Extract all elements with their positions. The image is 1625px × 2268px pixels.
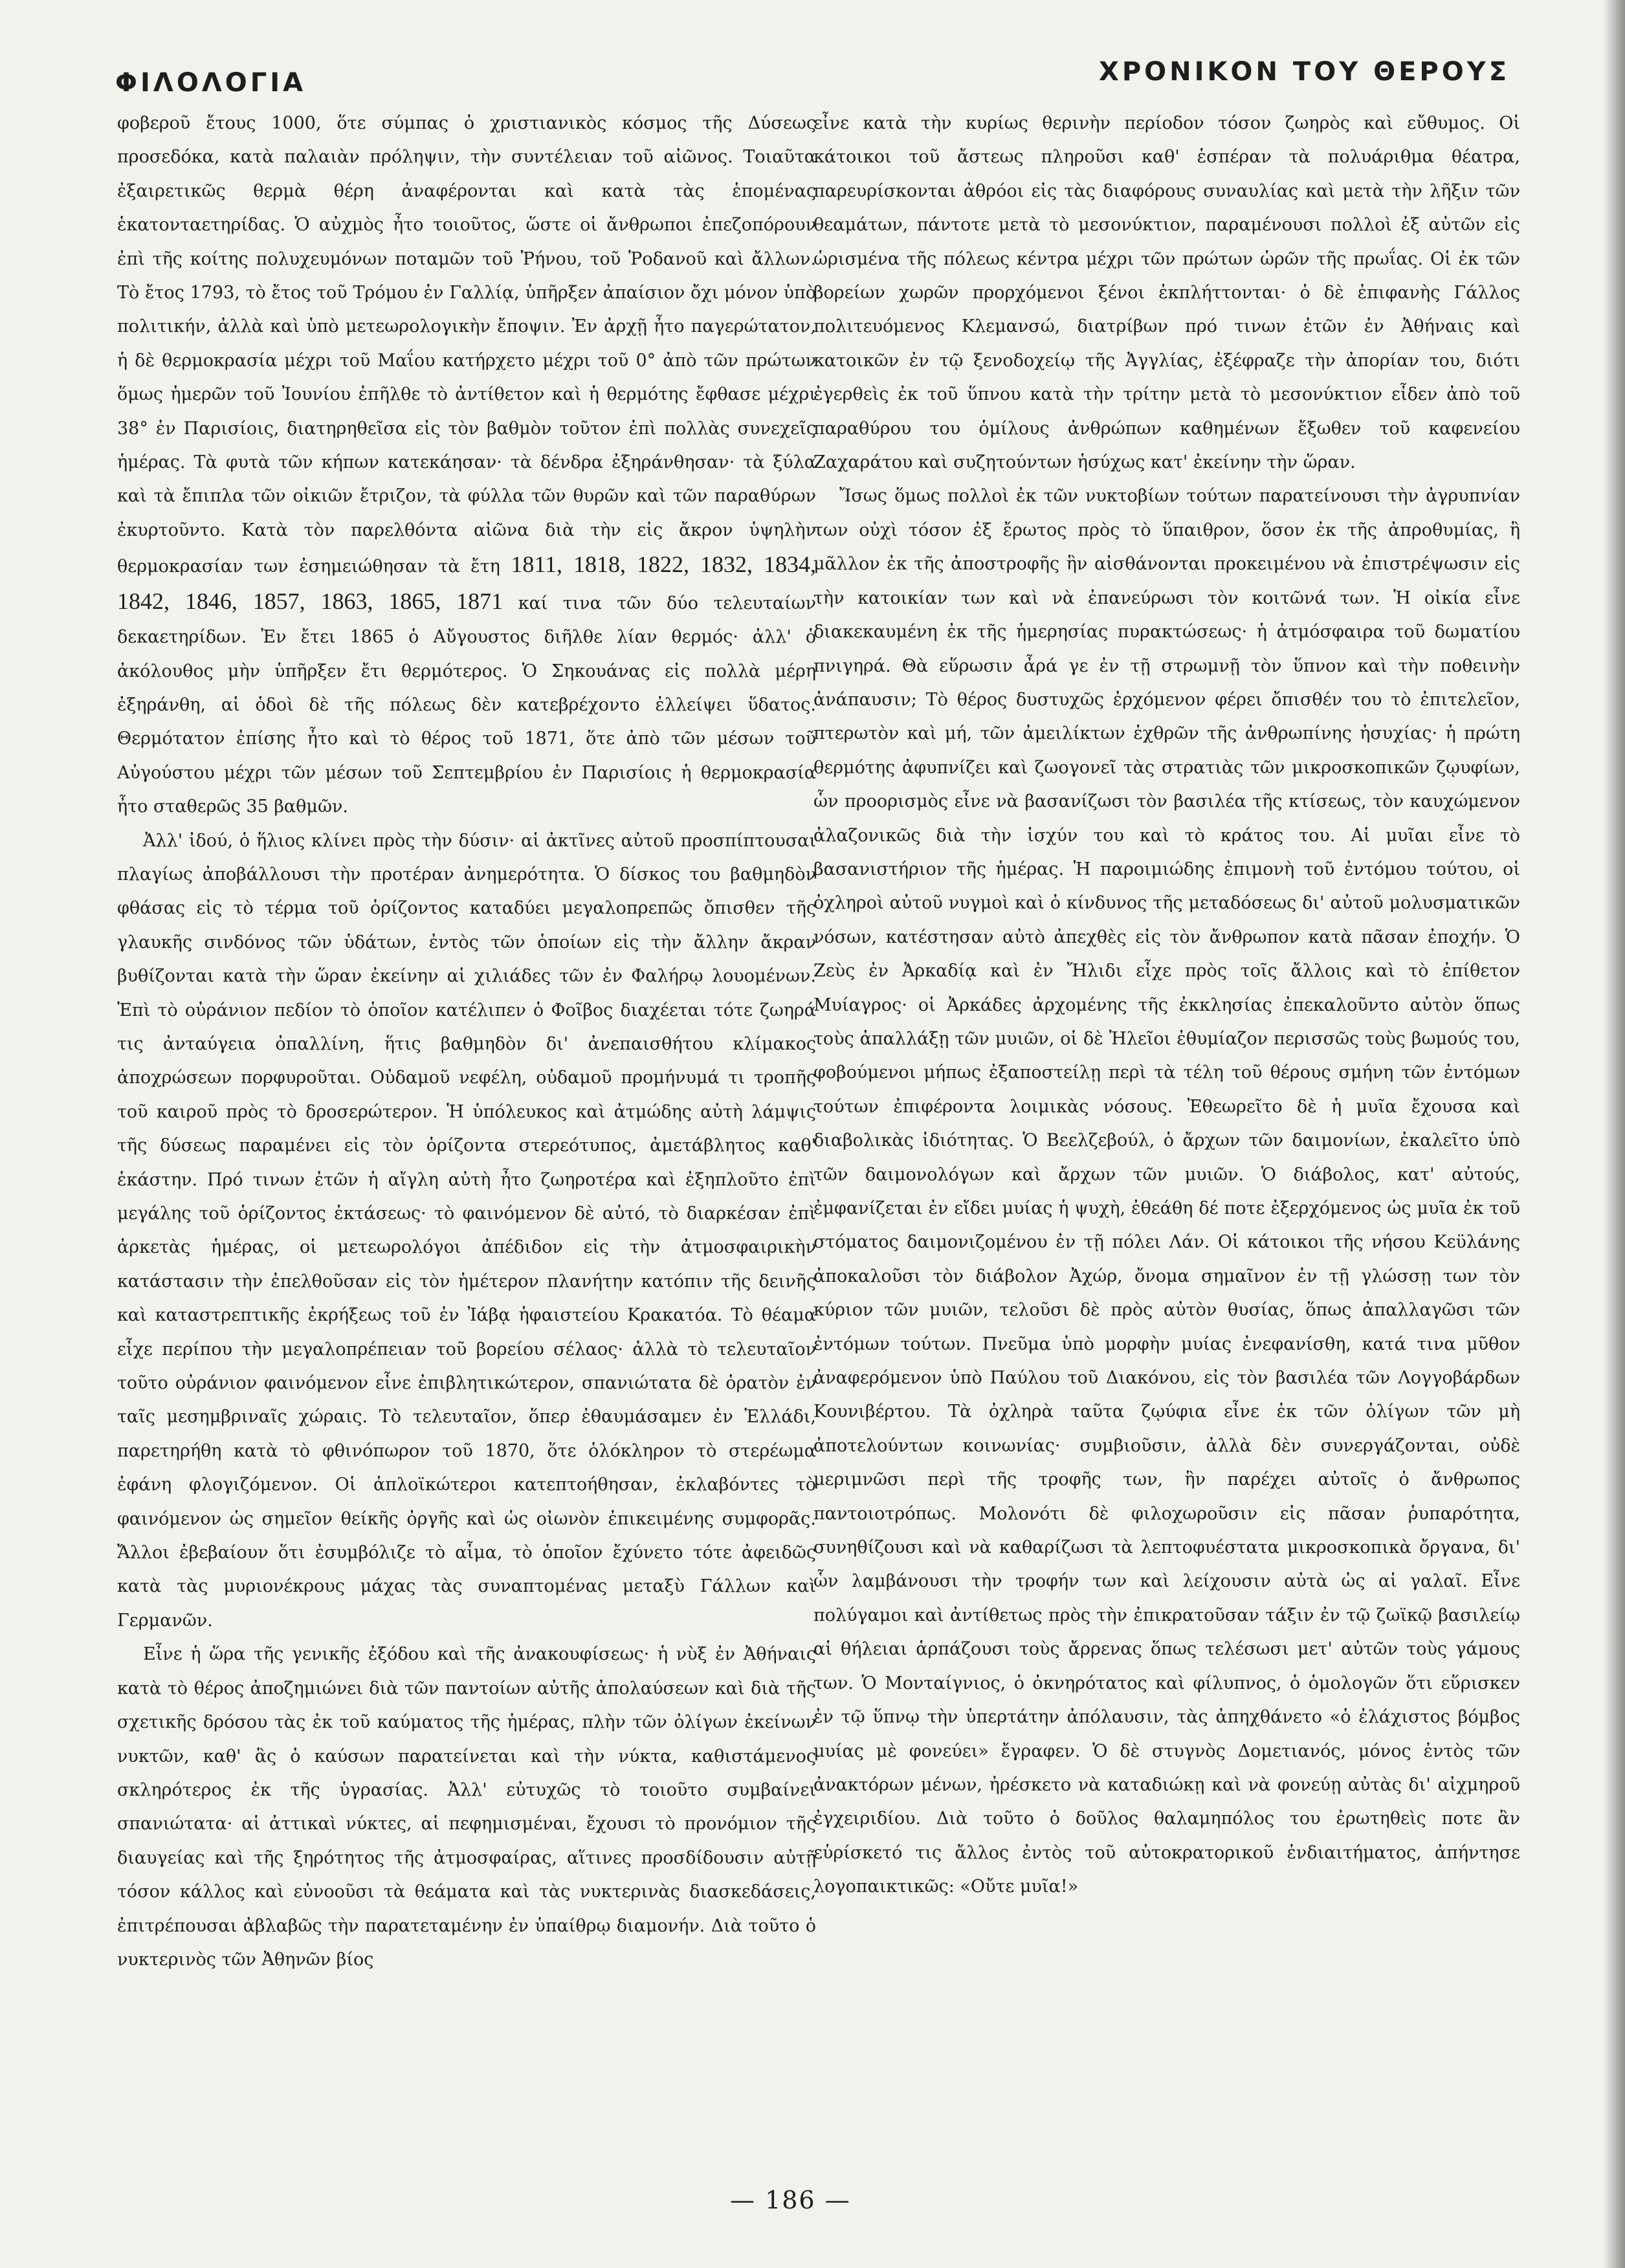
left-paragraph-1-text: φοβεροῦ ἔτους 1000, ὅτε σύμπας ὁ χριστιανικὸς κόσμος τῆς Δύσεως προσεδόκα, κατὰ παλαιὰν πρόληψιν, τὴν συντέλειαν τοῦ αἰῶνος. Τοιαῦτα ἐξαιρετικῶς θερμὰ θέρη ἀναφέρονται καὶ κατὰ τὰς ἑπομένας ἑκατονταετηρίδας. Ὁ αὐχμὸς ἦτο τοιοῦτος, ὥστε οἱ ἄνθρωποι ἐπεζοπόρουν ἐπὶ τῆς κοίτης πολυχευμόνων ποταμῶν τοῦ Ῥήνου, τοῦ Ῥοδανοῦ καὶ ἄλλων. Τὸ ἔτος 1793, τὸ ἔτος τοῦ Τρόμου ἐν Γαλλίᾳ, ὑπῆρξεν ἀπαίσιον ὄχι μόνον ὑπὸ πολιτικήν, ἀλλὰ καὶ ὑπὸ μετεωρολογικὴν ἔποψιν. Ἐν ἀρχῇ ἦτο παγερώτατον, ἡ δὲ θερμοκρασία μέχρι τοῦ Μαΐου κατήρχετο μέχρι τοῦ 0° ἀπὸ τῶν πρώτων ὅμως ἡμερῶν τοῦ Ἰουνίου ἐπῆλθε τὸ ἀντίθετον καὶ ἡ θερμότης ἔφθασε μέχρι 38° ἐν Παρισίοις, διατηρηθεῖσα εἰς τὸν βαθμὸν τοῦτον ἐπὶ πολλὰς συνεχεῖς ἡμέρας. Τὰ φυτὰ τῶν κήπων κατεκάησαν· τὰ δένδρα ἐξηράνθησαν· τὰ ξύλα καὶ τὰ ἔπιπλα τῶν οἰκιῶν ἔτριζον, τὰ φύλλα τῶν θυρῶν καὶ τῶν παραθύρων ἐκυρτοῦντο. Κατὰ τὸν παρελθόντα αἰῶνα διὰ τὴν εἰς ἄκρον ὑψηλὴν θερμοκρασίαν των ἐσημειώθησαν τὰ ἔτη: [117, 113, 816, 577]
left-paragraph-3: Εἶνε ἡ ὥρα τῆς γενικῆς ἐξόδου καὶ τῆς ἀνακουφίσεως· ἡ νὺξ ἐν Ἀθήναις κατὰ τὸ θέρος ἀποζημιώνει διὰ τῶν παντοίων αὐτῆς ἀπολαύσεων καὶ διὰ τῆς σχετικῆς δρόσου τὰς ἐκ τοῦ καύματος τῆς ἡμέρας, πλὴν τῶν ὀλίγων ἐκείνων νυκτῶν, καθ' ἃς ὁ καύσων παρατείνεται καὶ τὴν νύκτα, καθιστάμενος σκληρότερος ἐκ τῆς ὑγρασίας. Ἀλλ' εὐτυχῶς τὸ τοιοῦτο συμβαίνει σπανιώτατα· αἱ ἀττικαὶ νύκτες, αἱ πεφημισμέναι, ἔχουσι τὸ προνόμιον τῆς διαυγείας καὶ τῆς ξηρότητος τῆς ἀτμοσφαίρας, αἵτινες προσδίδουσιν αὐτῇ τόσον κάλλος καὶ εὐνοοῦσι τὰ θεάματα καὶ τὰς νυκτερινὰς διασκεδάσεις, ἐπιτρέπουσαι ἀβλαβῶς τὴν παρατεταμένην ἐν ὑπαίθρῳ διαμονήν. Διὰ τοῦτο ὁ νυκτερινὸς τῶν Ἀθηνῶν βίος: [117, 1644, 816, 1970]
right-paragraph-1: εἶνε κατὰ τὴν κυρίως θερινὴν περίοδον τόσον ζωηρὸς καὶ εὔθυμος. Οἱ κάτοικοι τοῦ ἄστεως πληροῦσι καθ' ἑσπέραν τὰ πολυάριθμα θέατρα, παρευρίσκονται ἀθρόοι εἰς τὰς διαφόρους συναυλίας καὶ μετὰ τὴν λῆξιν τῶν θεαμάτων, πάντοτε μετὰ τὸ μεσονύκτιον, παραμένουσι πολλοὶ ἐξ αὐτῶν εἰς ὡρισμένα τῆς πόλεως κέντρα μέχρι τῶν πρώτων ὡρῶν τῆς πρωΐας. Οἱ ἐκ τῶν βορείων χωρῶν προρχόμενοι ξένοι ἐκπλήττονται· ὁ δὲ ἐπιφανὴς Γάλλος πολιτευόμενος Κλεμανσώ, διατρίβων πρό τινων ἐτῶν ἐν Ἀθήναις καὶ κατοικῶν ἐν τῷ ξενοδοχείῳ τῆς Ἀγγλίας, ἐξέφραζε τὴν ἀπορίαν του, διότι ἐγερθεὶς ἐκ τοῦ ὕπνου κατὰ τὴν τρίτην μετὰ τὸ μεσονύκτιον εἶδεν ἀπὸ τοῦ παραθύρου του ὁμίλους ἀνθρώπων καθημένων ἔξωθεν τοῦ καφενείου Ζαχαράτου καὶ συζητούντων ἡσύχως κατ' ἐκείνην τὴν ὥραν.: [813, 113, 1520, 473]
page-number: — 186 —: [730, 2186, 851, 2214]
left-column: [117, 107, 816, 1977]
left-paragraph-2: Ἀλλ' ἰδού, ὁ ἥλιος κλίνει πρὸς τὴν δύσιν· αἱ ἀκτῖνες αὐτοῦ προσπίπτουσαι πλαγίως ἀποβάλλουσι τὴν προτέραν ἀνημερότητα. Ὁ δίσκος του βαθμηδὸν φθάσας εἰς τὸ τέρμα τοῦ ὁρίζοντος καταδύει μεγαλοπρεπῶς ὄπισθεν τῆς γλαυκῆς σινδόνος τῶν ὑδάτων, ἐντὸς τῶν ὁποίων εἰς τὴν ἄλλην ἄκραν βυθίζονται κατὰ τὴν ὥραν ἐκείνην αἱ χιλιάδες τῶν ἐν Φαλήρῳ λουομένων. Ἐπὶ τὸ οὐράνιον πεδίον τὸ ὁποῖον κατέλιπεν ὁ Φοῖβος διαχέεται τότε ζωηρά τις ἀνταύγεια ὀπαλλίνη, ἥτις βαθμηδὸν δι' ἀνεπαισθήτου κλίμακος ἀποχρώσεων πορφυροῦται. Οὐδαμοῦ νεφέλη, οὐδαμοῦ προμήνυμά τι τροπῆς τοῦ καιροῦ πρὸς τὸ δροσερώτερον. Ἡ ὑπόλευκος καὶ ἀτμώδης αὐτὴ λάμψις τῆς δύσεως παραμένει εἰς τὸν ὁρίζοντα στερεότυπος, ἀμετάβλητος καθ' ἑκάστην. Πρό τινων ἐτῶν ἡ αἴγλη αὐτὴ ἦτο ζωηροτέρα καὶ ἐξηπλοῦτο ἐπὶ μεγάλης τοῦ ὁρίζοντος ἐκτάσεως· τὸ φαινόμενον δὲ αὐτό, τὸ διαρκέσαν ἐπὶ ἀρκετὰς ἡμέρας, οἱ μετεωρολόγοι ἀπέδιδον εἰς τὴν ἀτμοσφαιρικὴν κατάστασιν τὴν ἐπελθοῦσαν εἰς τὸν ἡμέτερον πλανήτην κατόπιν τῆς δεινῆς καὶ καταστρεπτικῆς ἐκρήξεως τοῦ ἐν Ἰάβᾳ ἡφαιστείου Κρακατόα. Τὸ θέαμα εἶχε περίπου τὴν μεγαλοπρέπειαν τοῦ βορείου σέλαος· ἀλλὰ τὸ τελευταῖον τοῦτο οὐράνιον φαινόμενον εἶνε ἐπιβλητικώτερον, σπανιώτατα δὲ ὁρατὸν ἐν ταῖς μεσημβριναῖς χώραις. Τὸ τελευταῖον, ὅπερ ἐθαυμάσαμεν ἐν Ἑλλάδι, παρετηρήθη κατὰ τὸ φθινόπωρον τοῦ 1870, ὅτε ὁλόκληρον τὸ στερέωμα ἐφάνη φλογιζόμενον. Οἱ ἁπλοϊκώτεροι κατεπτοήθησαν, ἐκλαβόντες τὸ φαινόμενον ὡς σημεῖον θείκῆς ὀργῆς καὶ ὡς οἰωνὸν ἐπικειμένης συμφορᾶς. Ἄλλοι ἐβεβαίουν ὅτι ἐσυμβόλιζε τὸ αἷμα, τὸ ὁποῖον ἔχύνετο τότε ἀφειδῶς κατὰ τὰς μυριονέκρους μάχας τὰς συναπτομένας μεταξὺ Γάλλων καὶ Γερμανῶν.: [117, 830, 816, 1631]
right-column: [813, 107, 1520, 1904]
running-header-left: ΦΙΛΟΛΟΓΙΑ: [115, 68, 307, 98]
page-edge-shadow: [1603, 0, 1625, 2268]
right-paragraph-2: Ἴσως ὅμως πολλοὶ ἐκ τῶν νυκτοβίων τούτων παρατείνουσι τὴν ἀγρυπνίαν των οὐχὶ τόσον ἐξ ἔρωτος πρὸς τὸ ὕπαιθρον, ὅσον ἐκ τῆς ἀπροθυμίας, ἢ μᾶλλον ἐκ τῆς ἀποστροφῆς ἣν αἰσθάνονται προκειμένου νὰ ἐπιστρέψωσιν εἰς τὴν κατοικίαν των καὶ νὰ ἐπανεύρωσι τὸν κοιτῶνά των. Ἡ οἰκία εἶνε διακεκαυμένη ἐκ τῆς ἡμερησίας πυρακτώσεως· ἡ ἀτμόσφαιρα τοῦ δωματίου πνιγηρά. Θὰ εὕρωσιν ἆρά γε ἐν τῇ στρωμνῇ τὸν ὕπνον καὶ τὴν ποθεινὴν ἀνάπαυσιν; Τὸ θέρος δυστυχῶς ἐρχόμενον φέρει ὄπισθέν του τὸ ἐπιτελεῖον, πτερωτὸν καὶ μή, τῶν ἀμειλίκτων ἐχθρῶν τῆς ἀνθρωπίνης ἡσυχίας· ἡ πρώτη θερμότης ἀφυπνίζει καὶ ζωογονεῖ τὰς στρατιὰς τῶν μικροσκοπικῶν ζῳυφίων, ὧν προορισμὸς εἶνε νὰ βασανίζωσι τὸν βασιλέα τῆς κτίσεως, τὸν καυχώμενον ἀλαζονικῶς διὰ τὴν ἰσχύν του καὶ τὸ κράτος του. Αἱ μυῖαι εἶνε τὸ βασανιστήριον τῆς ἡμέρας. Ἡ παροιμιώδης ἐπιμονὴ τοῦ ἐντόμου τούτου, οἱ ὀχληροὶ αὐτοῦ νυγμοὶ καὶ ὁ κίνδυνος τῆς μεταδόσεως δι' αὐτοῦ μολυσματικῶν νόσων, κατέστησαν αὐτὸ ἀπεχθὲς εἰς τὸν ἄνθρωπον κατὰ πᾶσαν ἐποχήν. Ὁ Ζεὺς ἐν Ἀρκαδίᾳ καὶ ἐν Ἤλιδι εἶχε πρὸς τοῖς ἄλλοις καὶ τὸ ἐπίθετον Μυίαγρος· οἱ Ἀρκάδες ἀρχομένης τῆς ἐκκλησίας ἐπεκαλοῦντο αὐτὸν ὅπως τοὺς ἀπαλλάξῃ τῶν μυιῶν, οἱ δὲ Ἠλεῖοι ἐθυμίαζον περισσῶς τοὺς βωμούς του, φοβούμενοι μήπως ἐξαποστείλῃ περὶ τὰ τέλη τοῦ θέρους σμήνη τῶν ἐντόμων τούτων ἐπιφέροντα λοιμικὰς νόσους. Ἐθεωρεῖτο δὲ ἡ μυῖα ἔχουσα καὶ διαβολικὰς ἰδιότητας. Ὁ Βεελζεβούλ, ὁ ἄρχων τῶν δαιμονίων, ἐκαλεῖτο ὑπὸ τῶν δαιμονολόγων καὶ ἄρχων τῶν μυιῶν. Ὁ διάβολος, κατ' αὐτούς, ἐμφανίζεται ἐν εἴδει μυίας ἡ ψυχὴ, ἐθεάθη δέ ποτε ἐξερχόμενος ὡς μυῖα ἐκ τοῦ στόματος δαιμονιζομένου ἐν τῇ πόλει Λάν. Οἱ κάτοικοι τῆς νήσου Κεϋλάνης ἀποκαλοῦσι τὸν διάβολον Ἀχώρ, ὄνομα σημαῖνον ἐν τῇ γλώσσῃ των τὸν κύριον τῶν μυιῶν, τελοῦσι δὲ πρὸς αὐτὸν θυσίας, ὅπως ἀπαλλαγῶσι τῶν ἐντόμων τούτων. Πνεῦμα ὑπὸ μορφὴν μυίας ἐνεφανίσθη, κατά τινα μῦθον ἀναφερόμενον ὑπὸ Παύλου τοῦ Διακόνου, εἰς τὸν βασιλέα τῶν Λογγοβάρδων Κουνιβέρτου. Τὰ ὀχληρὰ ταῦτα ζῳύφια εἶνε ἐκ τῶν ὀλίγων τῶν μὴ ἀποτελούντων κοινωνίας· συμβιοῦσιν, ἀλλὰ δὲν συνεργάζονται, οὐδὲ μεριμνῶσι περὶ τῆς τροφῆς των, ἣν παρέχει αὐτοῖς ὁ ἄνθρωπος παντοιοτρόπως. Μολονότι δὲ φιλοχωροῦσιν εἰς πᾶσαν ῥυπαρότητα, συνηθίζουσι καὶ νὰ καθαρίζωσι τὰ λεπτοφυέστατα μικροσκοπικὰ ὄργανα, δι' ὧν λαμβάνουσι τὴν τροφήν των καὶ λείχουσιν αὐτὰ ὡς αἱ γαλαῖ. Εἶνε πολύγαμοι καὶ ἀντίθετως πρὸς τὴν ἐπικρατοῦσαν τάξιν ἐν τῷ ζωϊκῷ βασιλείῳ αἱ θήλειαι ἁρπάζουσι τοὺς ἄρρενας ὅπως τελέσωσι μετ' αὐτῶν τοὺς γάμους των. Ὁ Μονταίγνιος, ὁ ὀκνηρότατος καὶ φίλυπνος, ὁ ὁμολογῶν ὅτι εὕρισκεν ἐν τῷ ὕπνῳ τὴν ὑπερτάτην ἀπόλαυσιν, τὰς ἀπηχθάνετο «ὁ ἐλάχιστος βόμβος μυίας μὲ φονεύει» ἔγραφεν. Ὁ δὲ στυγνὸς Δομετιανός, μόνος ἐντὸς τῶν ἀνακτόρων μένων, ἠρέσκετο νὰ καταδιώκῃ καὶ νὰ φονεύῃ αὐτὰς δι' αἰχμηροῦ ἐγχειριδίου. Διὰ τοῦτο ὁ δοῦλος θαλαμηπόλος του ἐρωτηθεὶς ποτε ἂν εὑρίσκετό τις ἄλλος ἐντὸς τοῦ αὐτοκρατορικοῦ ἐνδιαιτήματος, ἀπήντησε λογοπαικτικῶς: «Οὔτε μυῖα!»: [813, 486, 1520, 1897]
heat-years-list: 1811, 1818, 1822, 1832, 1834, 1842, 1846, 1857, 1863, 1865, 1871: [117, 551, 816, 614]
running-header-right: ΧΡΟΝΙΚΟΝ ΤΟΥ ΘΕΡΟΥΣ: [1099, 57, 1510, 87]
left-paragraph-1: [117, 107, 816, 824]
left-paragraph-1-tail: καί τινα τῶν δύο τελευταίων δεκαετηρίδων. Ἐν ἔτει 1865 ὁ Αὔγουστος διῆλθε λίαν θερμός· ἀλλ' ὁ ἀκόλουθος μὴν ὑπῆρξεν ἔτι θερμότερος. Ὁ Σηκουάνας εἰς πολλὰ μέρη ἐξηράνθη, αἱ ὁδοὶ δὲ τῆς πόλεως δὲν κατεβρέχοντο ἐλλείψει ὕδατος. Θερμότατον ἐπίσης ἦτο καὶ τὸ θέρος τοῦ 1871, ὅτε ἀπὸ τῶν μέσων τοῦ Αὐγούστου μέχρι τῶν μέσων τοῦ Σεπτεμβρίου ἐν Παρισίοις ἡ θερμοκρασία ἦτο σταθερῶς 35 βαθμῶν.: [117, 593, 816, 817]
